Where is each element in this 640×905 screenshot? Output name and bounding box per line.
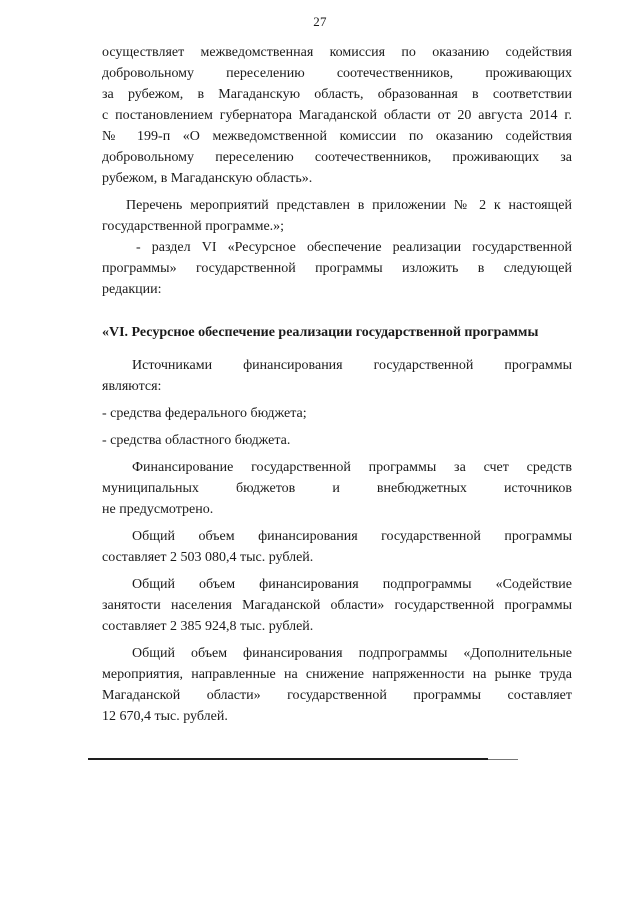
text-line: - раздел VI «Ресурсное обеспечение реализации государственной (136, 240, 572, 255)
text-line: добровольному переселению соотечественников, проживающих (102, 66, 572, 81)
paragraph-municipal-funding (102, 457, 572, 520)
paragraph-commission (102, 42, 572, 189)
text-line: являются: (102, 379, 162, 394)
page-number: 27 (313, 14, 327, 29)
text-line: рубежом, в Магаданскую область». (102, 171, 313, 186)
paragraph-funding-sources (102, 355, 572, 397)
text-line: добровольному переселению соотечественников, проживающих за (102, 150, 572, 165)
paragraph-section-vi-intro (102, 237, 572, 300)
document-body (102, 42, 572, 727)
list-item-regional-budget: - средства областного бюджета. (102, 433, 291, 448)
paragraph-employment-subprogram-funding (102, 574, 572, 637)
paragraph-total-program-funding (102, 526, 572, 568)
text-line: Магаданской области» государственной программы составляет (102, 688, 572, 703)
text-line: Перечень мероприятий представлен в приложении № 2 к настоящей (126, 198, 572, 213)
text-line: Общий объем финансирования подпрограммы «Дополнительные (132, 646, 572, 661)
horizontal-rule-tail (488, 759, 518, 760)
text-line: за рубежом, в Магаданскую область, образованная в соответствии (102, 87, 572, 102)
text-line: Общий объем финансирования подпрограммы «Содействие (132, 577, 572, 592)
list-item (102, 430, 572, 451)
text-line: программы» государственной программы изложить в следующей (102, 261, 572, 276)
text-line: 12 670,4 тыс. рублей. (102, 709, 228, 724)
text-line: муниципальных бюджетов и внебюджетных источников (102, 481, 572, 496)
text-line: с постановлением губернатора Магаданской области от 20 августа 2014 г. (102, 108, 572, 123)
paragraph-measures-list (102, 195, 572, 237)
text-line: составляет 2 385 924,8 тыс. рублей. (102, 619, 314, 634)
text-line: № 199-п «О межведомственной комиссии по оказанию содействия (102, 129, 572, 144)
section-heading: «VI. Ресурсное обеспечение реализации государственной программы (102, 325, 539, 340)
list-item-federal-budget: - средства федерального бюджета; (102, 406, 307, 421)
text-line: осуществляет межведомственная комиссия по оказанию содействия (102, 45, 572, 60)
list-item (102, 403, 572, 424)
text-line: Источниками финансирования государственной программы (132, 358, 572, 373)
text-line: мероприятия, направленные на снижение напряженности на рынке труда (102, 667, 572, 682)
paragraph-additional-measures-funding (102, 643, 572, 727)
text-line: Финансирование государственной программы за счет средств (132, 460, 572, 475)
horizontal-rule (88, 758, 488, 760)
text-line: редакции: (102, 282, 162, 297)
text-line: не предусмотрено. (102, 502, 214, 517)
text-line: государственной программе.»; (102, 219, 285, 234)
text-line: Общий объем финансирования государственной программы (132, 529, 572, 544)
text-line: занятости населения Магаданской области» государственной программы (102, 598, 572, 613)
text-line: составляет 2 503 080,4 тыс. рублей. (102, 550, 314, 565)
